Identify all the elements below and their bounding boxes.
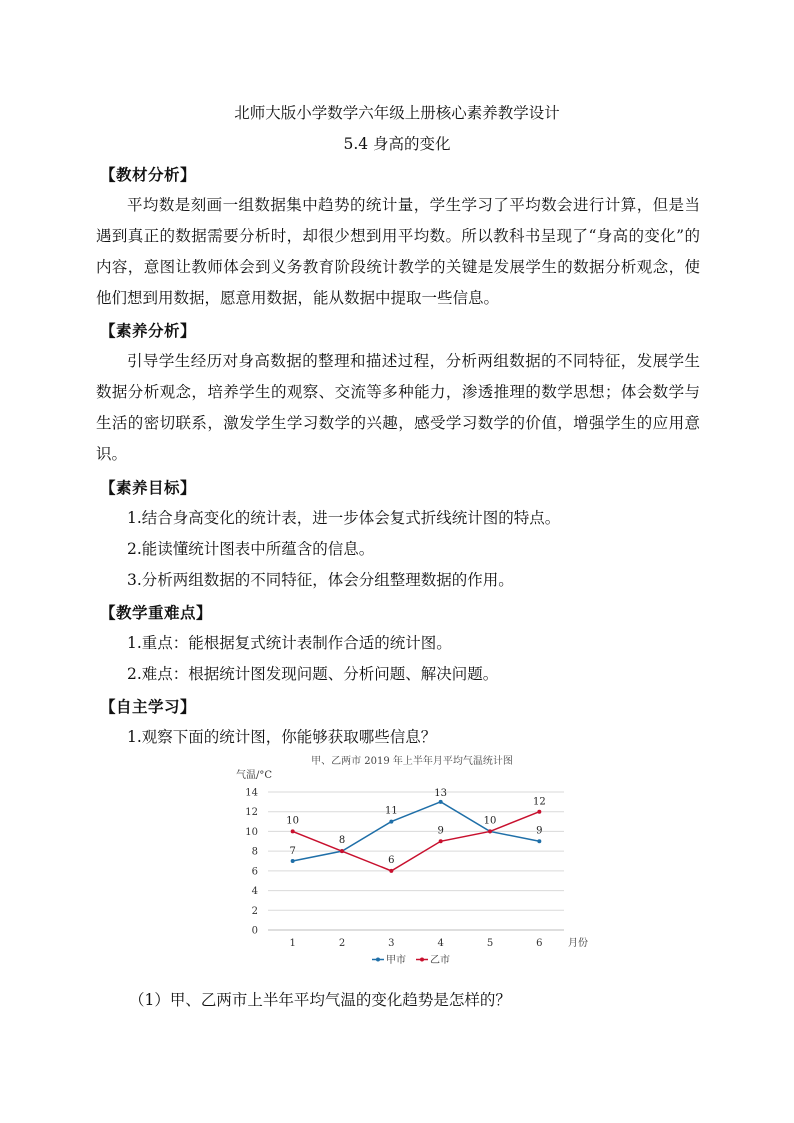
data-point: [537, 839, 541, 843]
data-label: 9: [437, 825, 444, 837]
lesson-title: 5.4 身高的变化: [343, 135, 451, 153]
legend-marker-2: [420, 958, 424, 962]
data-label: 7: [289, 846, 296, 857]
question-1: 1.观察下面的统计图，你能够获取哪些信息？: [127, 728, 437, 746]
sub-question-1: （1）甲、乙两市上半年平均气温的变化趋势是怎样的？: [129, 991, 511, 1009]
x-tick-label: 3: [388, 938, 395, 949]
legend-label-2: 乙市: [430, 955, 450, 966]
section-heading-zizhu: 【自主学习】: [100, 697, 197, 716]
y-axis-label: 气温/°C: [236, 770, 273, 781]
y-tick-label: 4: [251, 886, 258, 898]
data-point: [340, 849, 344, 853]
data-point: [389, 869, 393, 873]
data-label: 12: [532, 796, 546, 808]
legend-label-1: 甲市: [386, 955, 406, 966]
goal-item-3: 3.分析两组数据的不同特征，体会分组整理数据的作用。: [127, 571, 514, 589]
difficult-point-item: 2.难点：根据统计图发现问题、分析问题、解决问题。: [127, 665, 499, 683]
data-label: 13: [434, 787, 448, 799]
document-title: 北师大版小学数学六年级上册核心素养教学设计: [234, 104, 560, 122]
temperature-line-chart: [232, 752, 592, 972]
goal-item-2: 2.能读懂统计图表中所蕴含的信息。: [127, 540, 375, 558]
section-heading-suyang: 【素养分析】: [100, 321, 197, 340]
x-tick-label: 6: [536, 938, 543, 949]
paragraph-suyang: 引导学生经历对身高数据的整理和描述过程，分析两组数据的不同特征，发展学生数据分析观念，培养学生的观察、交流等多种能力，渗透推理的数学思想；体会数学与生活的密切联系，激发学生学习数学的兴趣，感受学习数学的价值，增强学生的应用意识。: [96, 352, 700, 463]
x-tick-label: 4: [437, 938, 444, 949]
data-label: 6: [388, 854, 395, 866]
x-tick-label: 5: [486, 938, 494, 949]
data-label: 10: [483, 815, 497, 827]
paragraph-jiaocai: 平均数是刻画一组数据集中趋势的统计量，学生学习了平均数会进行计算，但是当遇到真正的数据需要分析时，却很少想到用平均数。所以教科书呈现了“身高的变化”的内容，意图让教师体会到义务教育阶段统计教学的关键是发展学生的数据分析观念，使他们想到用数据，愿意用数据，能从数据中提取一些信息。: [96, 196, 700, 307]
goal-item-1: 1.结合身高变化的统计表，进一步体会复式折线统计图的特点。: [127, 509, 561, 527]
data-point: [439, 800, 443, 804]
chart-title: 甲、乙两市 2019 年上半年月平均气温统计图: [311, 756, 513, 767]
key-point-item: 1.重点：能根据复式统计表制作合适的统计图。: [127, 634, 452, 652]
y-tick-label: 10: [245, 826, 258, 838]
data-point: [291, 859, 295, 863]
section-heading-mubiao: 【素养目标】: [100, 478, 197, 497]
y-tick-label: 0: [251, 925, 258, 937]
x-tick-label: 2: [338, 938, 346, 949]
data-label: 10: [286, 815, 300, 827]
legend-marker-1: [376, 958, 380, 962]
data-label: 8: [338, 835, 346, 847]
section-heading-zhongnandian: 【教学重难点】: [100, 603, 213, 622]
data-point: [439, 839, 443, 843]
data-label: 9: [536, 825, 543, 837]
y-tick-label: 14: [245, 787, 258, 799]
data-point: [488, 829, 492, 833]
y-tick-label: 6: [251, 866, 258, 878]
data-point: [291, 829, 295, 833]
data-point: [537, 810, 541, 814]
series-line-2: [293, 812, 543, 871]
section-heading-jiaocai: 【教材分析】: [100, 165, 197, 184]
x-axis-label: 月份: [568, 938, 588, 949]
y-tick-label: 8: [251, 846, 258, 858]
data-point: [389, 820, 393, 824]
data-label: 11: [384, 805, 398, 817]
y-tick-label: 12: [245, 807, 258, 819]
y-tick-label: 2: [251, 905, 258, 917]
x-tick-label: 1: [289, 938, 296, 949]
